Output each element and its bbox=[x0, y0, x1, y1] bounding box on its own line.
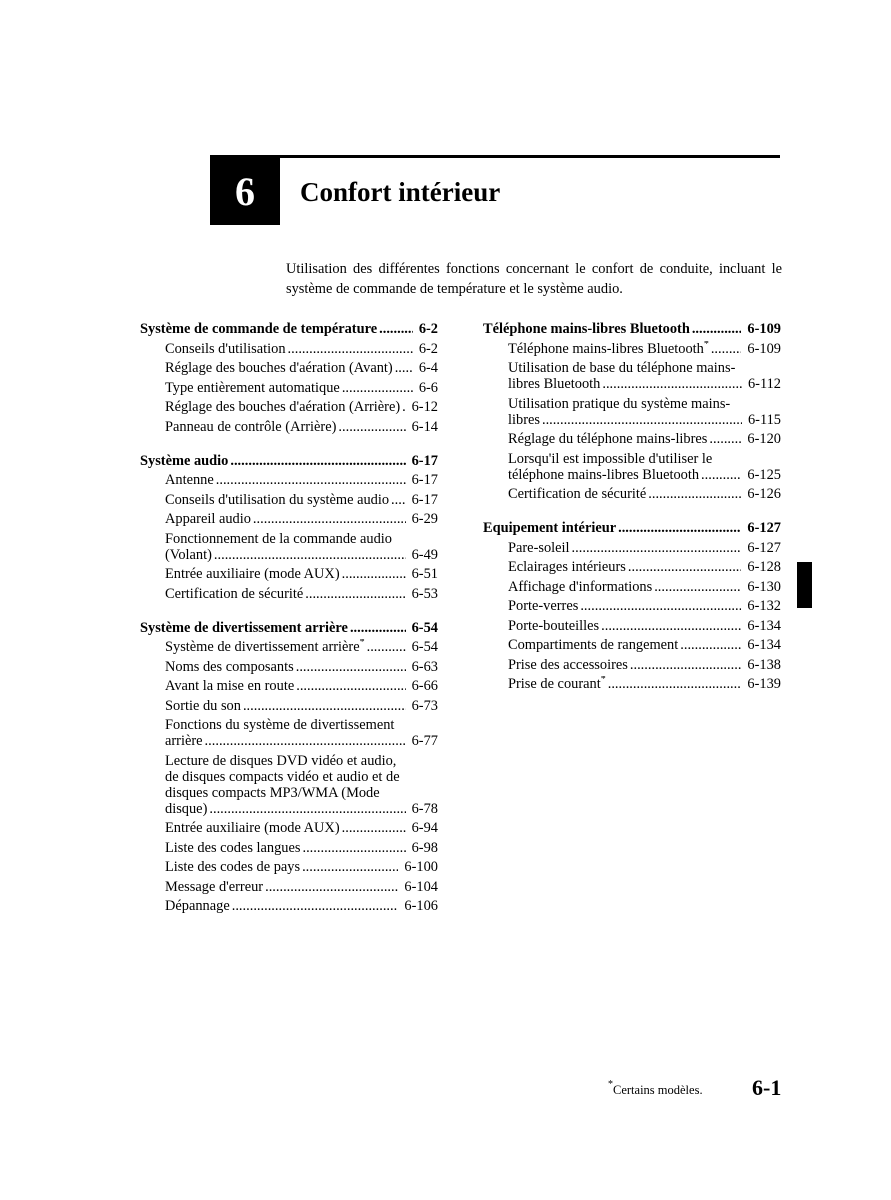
toc-entry[interactable] bbox=[140, 698, 438, 714]
toc-heading-page: 6-109 bbox=[747, 321, 781, 337]
toc-entry[interactable] bbox=[140, 531, 438, 563]
toc-entry-text: Conseils d'utilisation du système audio ..... bbox=[165, 492, 406, 508]
toc-entry-text: Certification de sécurité ..... bbox=[165, 586, 406, 602]
toc-entry[interactable] bbox=[140, 859, 438, 875]
toc-entry-text: Liste des codes de pays ..... bbox=[165, 859, 398, 875]
chapter-intro: Utilisation des différentes fonctions concernant le confort de conduite, incluant le système de commande de température et le système audio. bbox=[286, 261, 782, 297]
toc-section-heading[interactable] bbox=[140, 321, 438, 337]
toc-entry-page: 6-73 bbox=[411, 697, 438, 714]
toc-entry[interactable] bbox=[140, 820, 438, 836]
toc-section bbox=[140, 620, 438, 915]
toc-entry[interactable] bbox=[140, 659, 438, 675]
toc-entry-page: 6-134 bbox=[747, 637, 781, 653]
toc-entry[interactable] bbox=[483, 486, 781, 502]
toc-section-heading[interactable] bbox=[140, 620, 438, 636]
toc-entry-page: 6-4 bbox=[418, 360, 438, 376]
toc-entry[interactable] bbox=[483, 540, 781, 556]
toc-entry-page: 6-78 bbox=[411, 800, 438, 817]
toc-entry-text: Pare-soleil ..... bbox=[508, 540, 741, 556]
toc-heading-page: 6-2 bbox=[418, 321, 438, 337]
toc-entry[interactable] bbox=[140, 678, 438, 694]
toc-entry[interactable] bbox=[483, 559, 781, 575]
toc-entry-text: Porte-bouteilles ..... bbox=[508, 618, 741, 634]
toc-entry[interactable] bbox=[140, 639, 438, 655]
toc-entry-text: Compartiments de rangement ..... bbox=[508, 637, 741, 653]
toc-entry[interactable] bbox=[140, 753, 438, 817]
toc-entry-text: Prise des accessoires ..... bbox=[508, 657, 741, 673]
toc-heading-page: 6-54 bbox=[411, 619, 438, 636]
toc-heading-text: Equipement intérieur ..... bbox=[483, 520, 741, 536]
models-star-icon: * bbox=[600, 676, 606, 685]
toc-entry-text: Téléphone mains-libres Bluetooth* ..... bbox=[508, 341, 741, 357]
toc-entry[interactable] bbox=[140, 492, 438, 508]
toc-entry-text: Certification de sécurité ..... bbox=[508, 486, 741, 502]
toc-entry[interactable] bbox=[140, 586, 438, 602]
toc-entry-text: Avant la mise en route ..... bbox=[165, 678, 406, 694]
toc-entry-page: 6-132 bbox=[747, 598, 781, 614]
toc-entry-page: 6-17 bbox=[411, 491, 438, 508]
toc-entry-page: 6-130 bbox=[747, 578, 781, 595]
toc-entry-page: 6-100 bbox=[404, 859, 438, 875]
toc-entry[interactable] bbox=[140, 399, 438, 415]
toc-entry[interactable] bbox=[483, 341, 781, 357]
page-number: 6-1 bbox=[752, 1075, 782, 1100]
toc-left-column bbox=[140, 321, 438, 932]
toc-entry[interactable] bbox=[483, 360, 781, 392]
toc-entry-page: 6-53 bbox=[411, 585, 438, 602]
toc-entry[interactable] bbox=[140, 380, 438, 396]
toc-entry-page: 6-12 bbox=[411, 399, 438, 415]
toc-entry-text: Système de divertissement arrière* ..... bbox=[165, 639, 406, 655]
footnote-star: * bbox=[608, 1079, 613, 1090]
toc-entry-text: Réglage du téléphone mains-libres ..... bbox=[508, 431, 741, 447]
toc-entry-page: 6-54 bbox=[411, 639, 438, 655]
footnote-text: Certains modèles. bbox=[613, 1083, 703, 1097]
toc-entry-page: 6-94 bbox=[411, 820, 438, 836]
toc-entry[interactable] bbox=[140, 566, 438, 582]
toc-entry-page: 6-98 bbox=[411, 839, 438, 856]
toc-entry-text: Prise de courant* ..... bbox=[508, 676, 741, 692]
toc-heading-text: Système audio ..... bbox=[140, 453, 406, 469]
toc-entry-text: Affichage d'informations ..... bbox=[508, 579, 741, 595]
toc-section-heading[interactable] bbox=[140, 453, 438, 469]
toc-entry-text: Fonctionnement de la commande audio (Volant) ..... bbox=[165, 531, 406, 563]
toc-entry-text: Lorsqu'il est impossible d'utiliser le téléphone mains-libres Bluetooth ..... bbox=[508, 451, 741, 483]
toc-entry[interactable] bbox=[140, 511, 438, 527]
toc-entry-page: 6-29 bbox=[411, 511, 438, 527]
toc-entry-text: Entrée auxiliaire (mode AUX) ..... bbox=[165, 566, 406, 582]
chapter-thumb-tab bbox=[797, 562, 812, 608]
toc-entry[interactable] bbox=[483, 598, 781, 614]
toc-entry-page: 6-17 bbox=[411, 472, 438, 488]
toc-entry-text: Type entièrement automatique ..... bbox=[165, 380, 413, 396]
toc-entry-text: Eclairages intérieurs ..... bbox=[508, 559, 741, 575]
toc-entry-page: 6-51 bbox=[411, 566, 438, 582]
toc-section bbox=[483, 520, 781, 692]
chapter-number-box: 6 bbox=[210, 158, 280, 225]
toc-entry-text: Appareil audio ..... bbox=[165, 511, 406, 527]
toc-section-heading[interactable] bbox=[483, 321, 781, 337]
toc-section bbox=[140, 321, 438, 435]
toc-entry-page: 6-106 bbox=[404, 898, 438, 914]
toc-entry[interactable] bbox=[483, 637, 781, 653]
toc-section-heading[interactable] bbox=[483, 520, 781, 536]
toc-section bbox=[483, 321, 781, 502]
toc-entry-page: 6-128 bbox=[747, 559, 781, 575]
toc-entry-page: 6-127 bbox=[747, 539, 781, 556]
toc-entry-text: Porte-verres ..... bbox=[508, 598, 741, 614]
toc-heading-page: 6-17 bbox=[411, 452, 438, 469]
toc-entry-text: Noms des composants ..... bbox=[165, 659, 406, 675]
toc-entry-page: 6-134 bbox=[747, 617, 781, 634]
toc-entry[interactable] bbox=[483, 396, 781, 428]
header-rule bbox=[210, 155, 780, 158]
toc-right-column bbox=[483, 321, 781, 710]
toc-entry-text: Dépannage ..... bbox=[165, 898, 398, 914]
toc-heading-text: Système de divertissement arrière ..... bbox=[140, 620, 406, 636]
toc-entry-page: 6-125 bbox=[747, 466, 781, 483]
toc-entry[interactable] bbox=[483, 451, 781, 483]
toc-entry-page: 6-120 bbox=[747, 431, 781, 447]
toc-entry-page: 6-77 bbox=[411, 733, 438, 749]
toc-entry-text: Sortie du son ..... bbox=[165, 698, 406, 714]
toc-entry[interactable] bbox=[140, 898, 438, 914]
toc-entry[interactable] bbox=[140, 419, 438, 435]
toc-entry-text: Réglage des bouches d'aération (Avant) ..... bbox=[165, 360, 413, 376]
toc-entry-text: Liste des codes langues ..... bbox=[165, 840, 406, 856]
toc-entry[interactable] bbox=[140, 472, 438, 488]
toc-entry-page: 6-66 bbox=[411, 678, 438, 694]
toc-entry-page: 6-63 bbox=[411, 658, 438, 675]
toc-entry-text: Conseils d'utilisation ..... bbox=[165, 341, 413, 357]
toc-entry-page: 6-109 bbox=[747, 340, 781, 357]
toc-entry-page: 6-139 bbox=[747, 676, 781, 692]
toc-entry[interactable] bbox=[140, 879, 438, 895]
toc-entry[interactable] bbox=[483, 657, 781, 673]
toc-entry-text: Panneau de contrôle (Arrière) ..... bbox=[165, 419, 406, 435]
toc-entry[interactable] bbox=[140, 360, 438, 376]
toc-entry[interactable] bbox=[483, 618, 781, 634]
toc-entry-page: 6-14 bbox=[411, 418, 438, 435]
toc-entry-text: Message d'erreur ..... bbox=[165, 879, 398, 895]
chapter-title: Confort intérieur bbox=[300, 177, 501, 207]
models-star-icon: * bbox=[703, 340, 709, 350]
toc-entry[interactable] bbox=[140, 840, 438, 856]
toc-entry-page: 6-2 bbox=[418, 340, 438, 357]
toc-entry-text: Entrée auxiliaire (mode AUX) ..... bbox=[165, 820, 406, 836]
toc-entry[interactable] bbox=[483, 431, 781, 447]
toc-entry-text: Antenne ..... bbox=[165, 472, 406, 488]
toc-entry-page: 6-112 bbox=[747, 376, 781, 392]
toc-entry-text: Réglage des bouches d'aération (Arrière) ..... bbox=[165, 399, 406, 415]
toc-entry-page: 6-115 bbox=[747, 411, 781, 428]
toc-heading-text: Système de commande de température ..... bbox=[140, 321, 413, 337]
toc-entry-page: 6-6 bbox=[418, 379, 438, 396]
toc-entry-text: Fonctions du système de divertissement arrière ..... bbox=[165, 717, 406, 749]
toc-section bbox=[140, 453, 438, 602]
toc-entry[interactable] bbox=[140, 717, 438, 749]
toc-entry-page: 6-126 bbox=[747, 486, 781, 502]
toc-entry[interactable] bbox=[140, 341, 438, 357]
toc-entry-page: 6-138 bbox=[747, 656, 781, 673]
toc-entry-page: 6-104 bbox=[404, 878, 438, 895]
toc-entry-text: Lecture de disques DVD vidéo et audio, de disques compacts vidéo et audio et de disques compacts MP3/WMA (Mode disque) ..... bbox=[165, 753, 406, 817]
toc-heading-page: 6-127 bbox=[747, 520, 781, 536]
models-star-icon: * bbox=[359, 639, 365, 648]
toc-entry-text: Utilisation pratique du système mains-libres ..... bbox=[508, 396, 742, 428]
toc-heading-text: Téléphone mains-libres Bluetooth ..... bbox=[483, 321, 741, 337]
toc-entry-text: Utilisation de base du téléphone mains-libres Bluetooth ..... bbox=[508, 360, 742, 392]
toc-entry[interactable] bbox=[483, 579, 781, 595]
toc-entry-page: 6-49 bbox=[411, 546, 438, 563]
footnote bbox=[608, 1079, 703, 1098]
toc-entry[interactable] bbox=[483, 676, 781, 692]
